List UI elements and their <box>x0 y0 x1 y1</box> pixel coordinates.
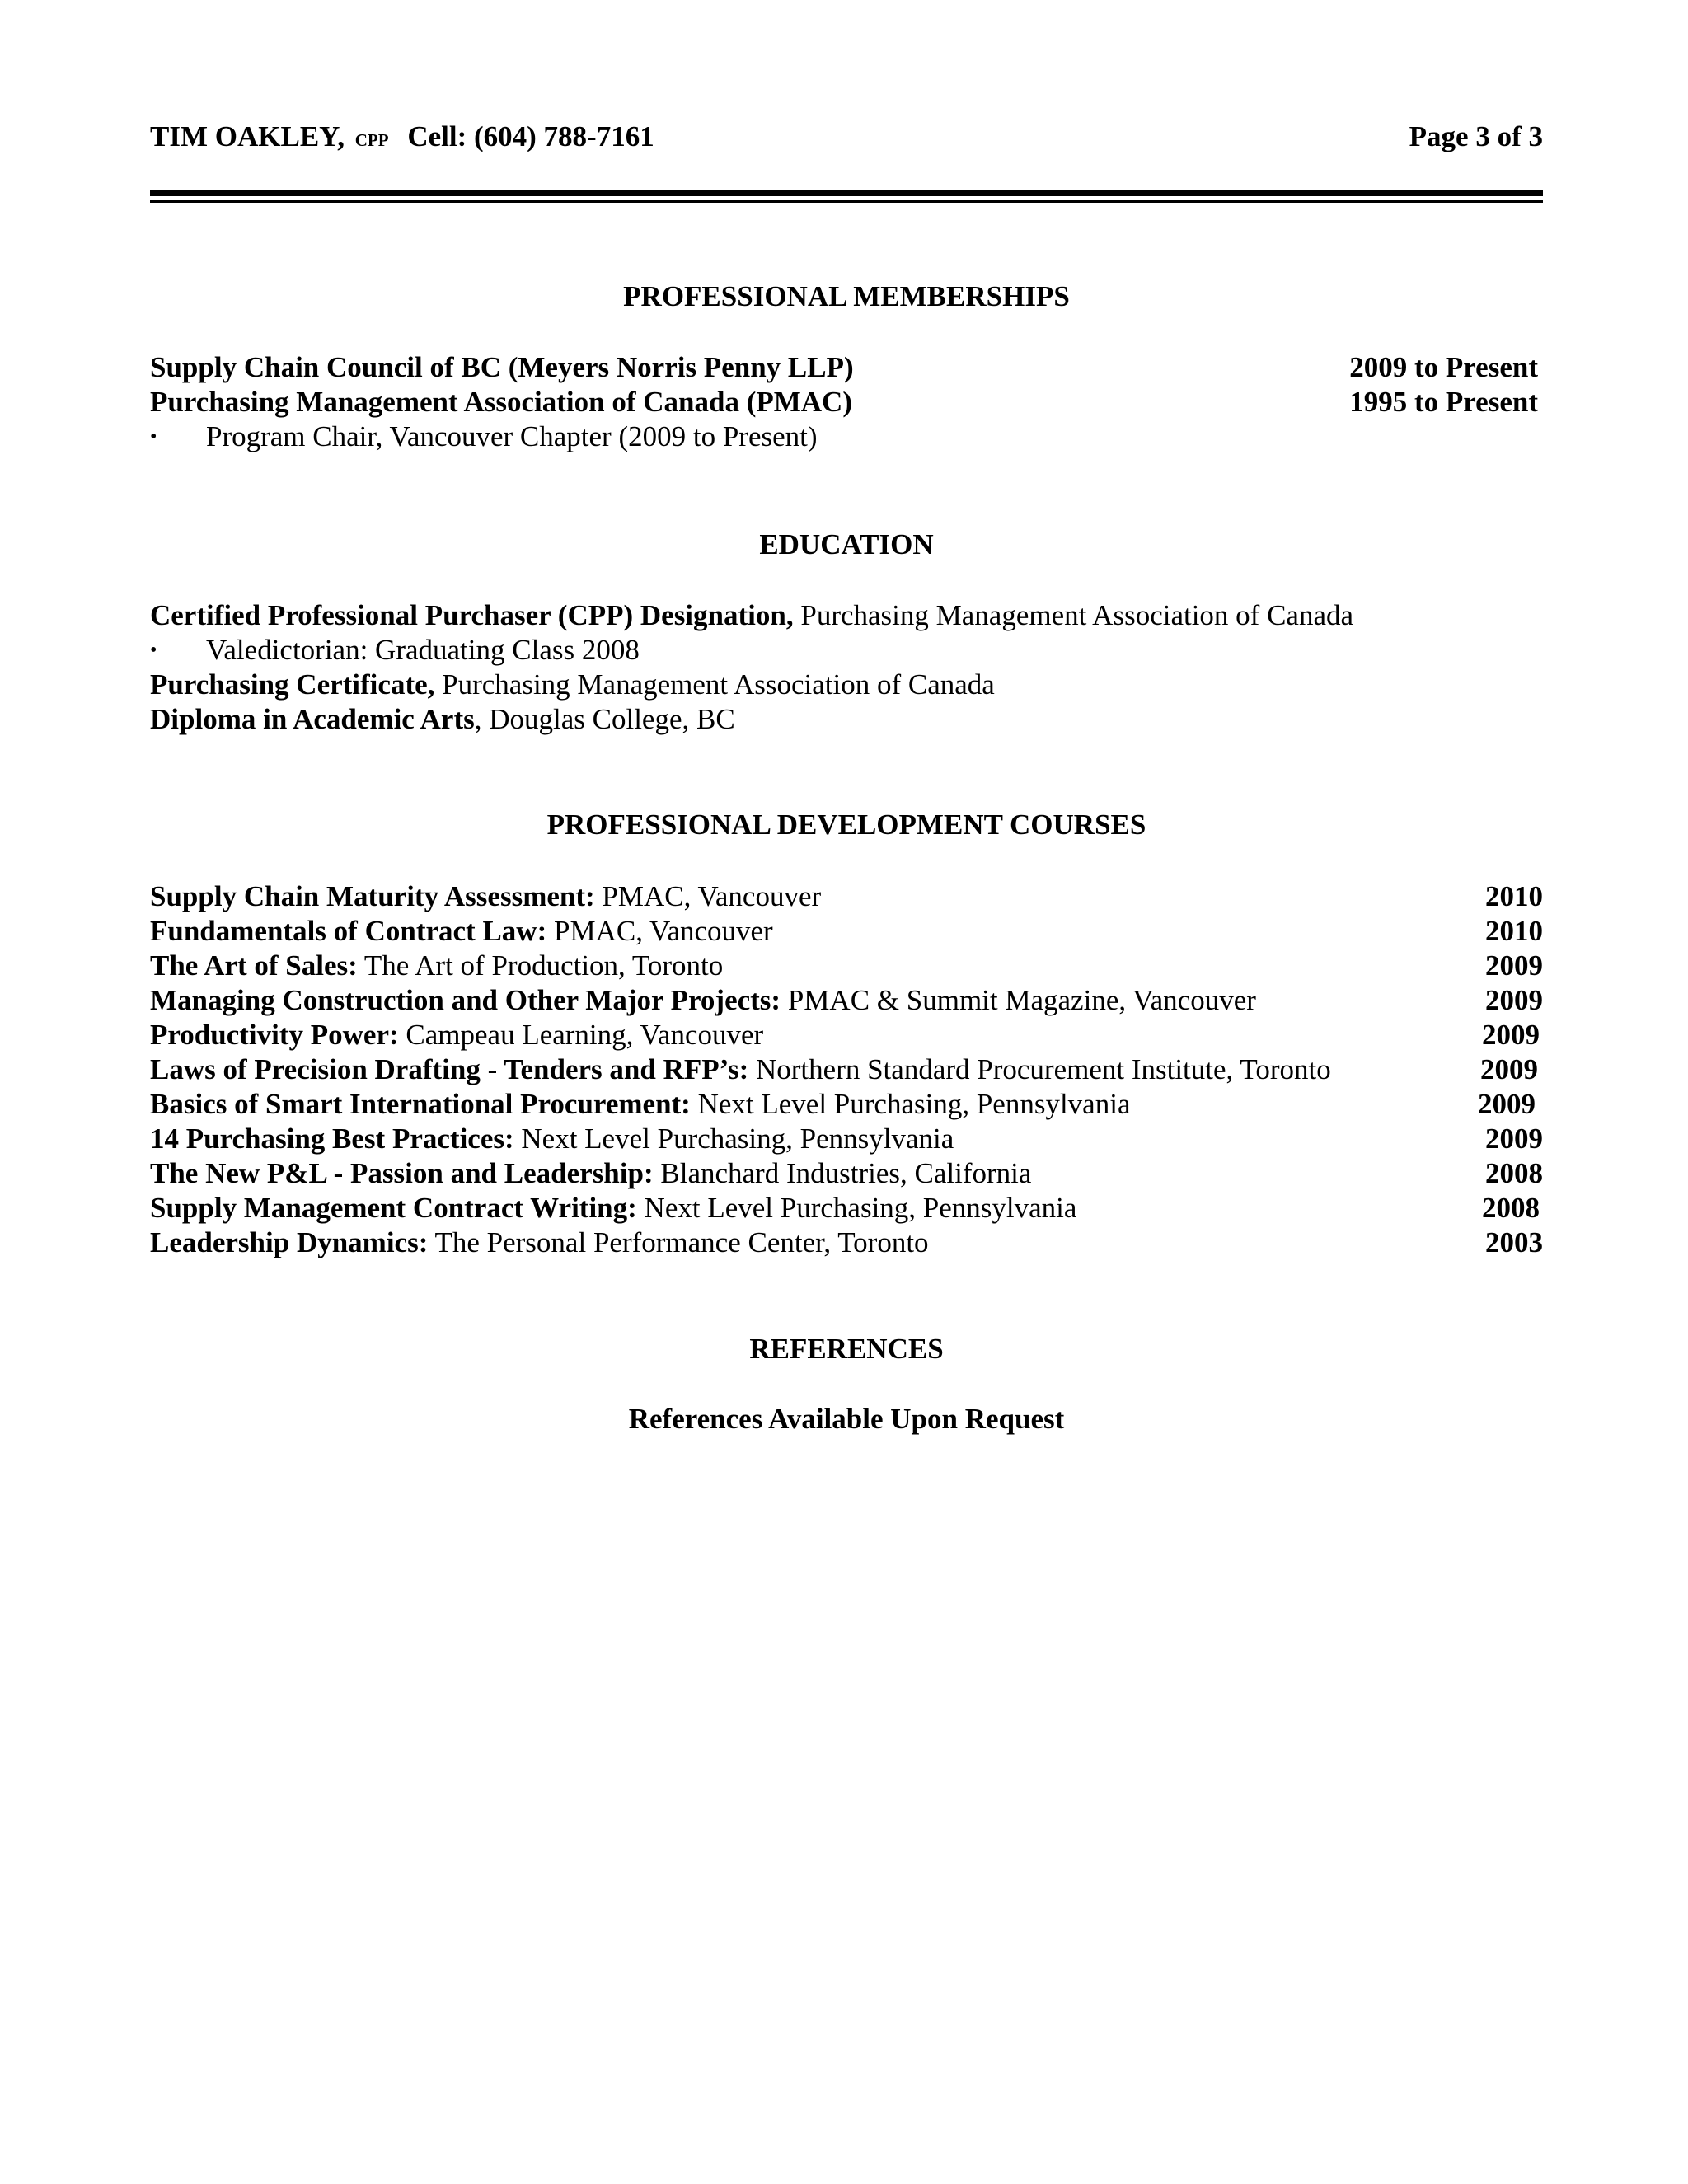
course-provider: PMAC, Vancouver <box>594 880 822 912</box>
membership-dates: 2009 to Present <box>1349 351 1538 383</box>
education-bullet <box>150 633 1543 668</box>
course-provider: Campeau Learning, Vancouver <box>398 1019 764 1051</box>
education-credential: Certified Professional Purchaser (CPP) Designation, <box>150 599 794 631</box>
course-row <box>150 1052 1543 1087</box>
education-institution: Purchasing Management Association of Canada <box>434 668 995 701</box>
course-row <box>150 1018 1543 1052</box>
course-provider: PMAC & Summit Magazine, Vancouver <box>781 984 1256 1016</box>
course-name: Productivity Power: <box>150 1019 399 1051</box>
membership-bullet-text: Program Chair, Vancouver Chapter (2009 to Present) <box>206 420 818 452</box>
header-rule-thin <box>150 200 1543 203</box>
course-year: 2010 <box>1485 915 1543 947</box>
course-row <box>150 1156 1543 1191</box>
course-year: 2009 <box>1485 1122 1543 1155</box>
course-row <box>150 983 1543 1018</box>
membership-row <box>150 385 1543 419</box>
education-row <box>150 598 1543 633</box>
course-year: 2009 <box>1480 1053 1538 1085</box>
education-row <box>150 702 1543 737</box>
course-row <box>150 914 1543 949</box>
page-header <box>150 120 1543 157</box>
membership-org: Supply Chain Council of BC (Meyers Norris Penny LLP) <box>150 351 854 383</box>
candidate-name: TIM OAKLEY, <box>150 120 345 152</box>
course-provider: The Personal Performance Center, Toronto <box>428 1226 929 1258</box>
course-year: 2009 <box>1482 1019 1540 1051</box>
course-row <box>150 879 1543 914</box>
course-name: The Art of Sales: <box>150 949 358 982</box>
course-provider: Blanchard Industries, California <box>653 1157 1032 1189</box>
candidate-credential: CPP <box>354 130 389 150</box>
course-name: The New P&L - Passion and Leadership: <box>150 1157 654 1189</box>
course-row <box>150 1122 1543 1156</box>
course-provider: Next Level Purchasing, Pennsylvania <box>513 1122 954 1155</box>
course-name: Managing Construction and Other Major Projects: <box>150 984 781 1016</box>
course-year: 2008 <box>1482 1192 1540 1224</box>
course-provider: Northern Standard Procurement Institute, Toronto <box>748 1053 1331 1085</box>
course-name: Laws of Precision Drafting - Tenders and RFP’s: <box>150 1053 749 1085</box>
references-text: References Available Upon Request <box>628 1403 1065 1435</box>
memberships-heading: PROFESSIONAL MEMBERSHIPS <box>623 280 1070 312</box>
references-heading: REFERENCES <box>749 1333 944 1365</box>
course-year: 2009 <box>1478 1088 1536 1120</box>
membership-bullet <box>150 419 1543 454</box>
course-row <box>150 1087 1543 1122</box>
education-heading: EDUCATION <box>759 528 934 560</box>
course-provider: The Art of Production, Toronto <box>357 949 724 982</box>
education-institution: , Douglas College, BC <box>474 703 735 735</box>
course-year: 2009 <box>1485 949 1543 982</box>
course-provider: PMAC, Vancouver <box>546 915 773 947</box>
course-row <box>150 1191 1543 1226</box>
course-name: Fundamentals of Contract Law: <box>150 915 547 947</box>
membership-dates: 1995 to Present <box>1349 386 1538 418</box>
course-provider: Next Level Purchasing, Pennsylvania <box>636 1192 1077 1224</box>
course-year: 2003 <box>1485 1226 1543 1258</box>
bullet-icon: • <box>150 640 157 661</box>
page-number: Page 3 of 3 <box>1409 120 1543 152</box>
course-name: Supply Management Contract Writing: <box>150 1192 637 1224</box>
course-year: 2008 <box>1485 1157 1543 1189</box>
course-provider: Next Level Purchasing, Pennsylvania <box>690 1088 1131 1120</box>
course-year: 2009 <box>1485 984 1543 1016</box>
course-year: 2010 <box>1485 880 1543 912</box>
courses-heading: PROFESSIONAL DEVELOPMENT COURSES <box>546 808 1146 841</box>
header-contact <box>150 120 654 157</box>
education-credential: Diploma in Academic Arts <box>150 703 475 735</box>
education-bullet-text: Valedictorian: Graduating Class 2008 <box>206 634 640 666</box>
course-name: Supply Chain Maturity Assessment: <box>150 880 595 912</box>
membership-row <box>150 350 1543 385</box>
education-row <box>150 668 1543 702</box>
course-row <box>150 1226 1543 1260</box>
resume-page <box>150 0 1543 2184</box>
header-rule-thick <box>150 190 1543 196</box>
education-institution: Purchasing Management Association of Canada <box>793 599 1354 631</box>
course-name: 14 Purchasing Best Practices: <box>150 1122 514 1155</box>
membership-org: Purchasing Management Association of Canada (PMAC) <box>150 386 852 418</box>
course-name: Leadership Dynamics: <box>150 1226 429 1258</box>
course-name: Basics of Smart International Procurement: <box>150 1088 691 1120</box>
course-row <box>150 949 1543 983</box>
bullet-icon: • <box>150 426 157 448</box>
education-credential: Purchasing Certificate, <box>150 668 435 701</box>
cell-phone: Cell: (604) 788-7161 <box>407 120 654 152</box>
